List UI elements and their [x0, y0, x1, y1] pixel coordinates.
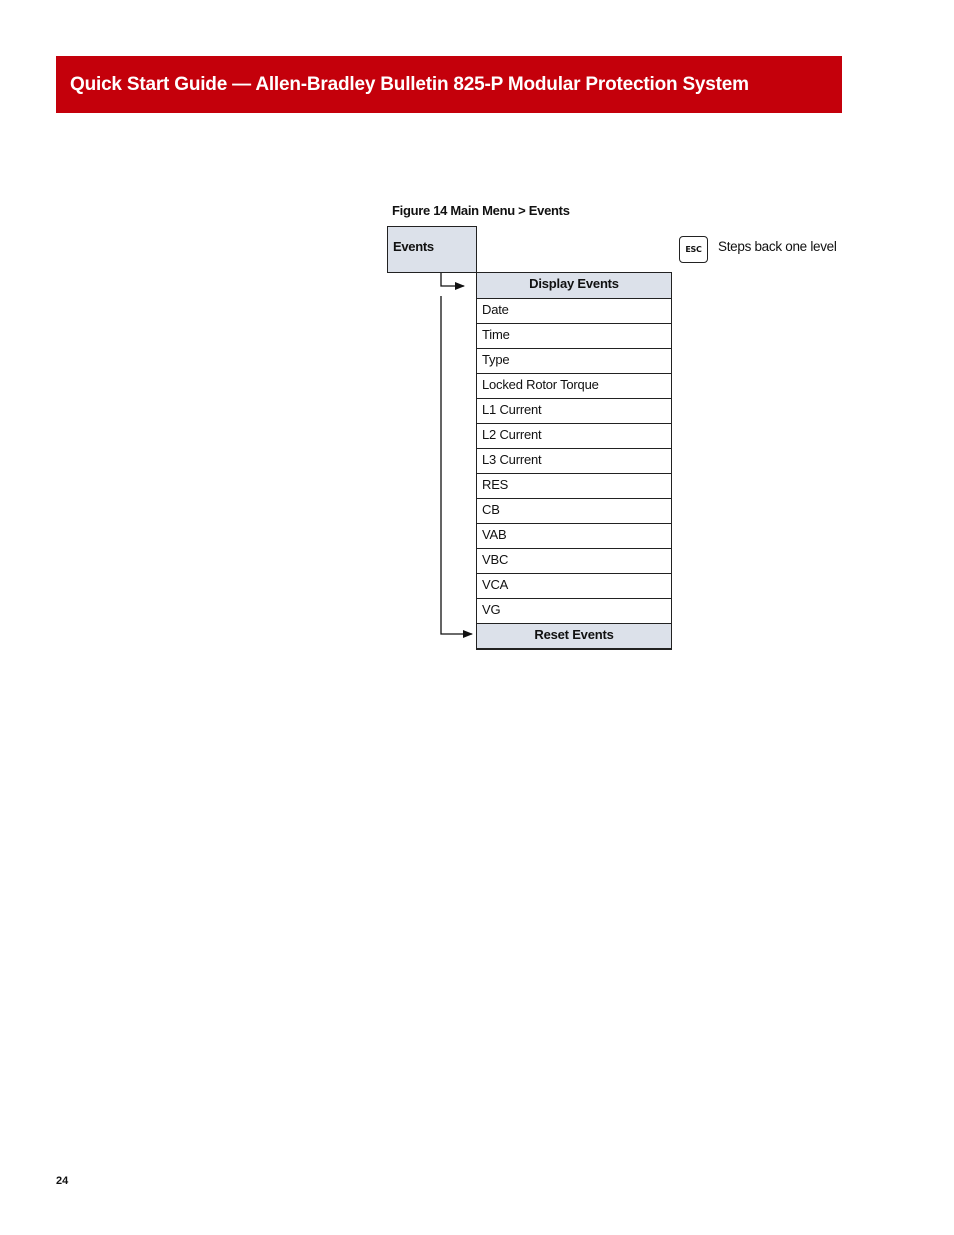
menu-item-type: Type [477, 348, 671, 373]
menu-item-cb: CB [477, 498, 671, 523]
menu-item-date: Date [477, 298, 671, 323]
esc-key-description: Steps back one level [718, 239, 837, 254]
figure-caption: Figure 14 Main Menu > Events [392, 203, 570, 218]
menu-item-locked-rotor-torque: Locked Rotor Torque [477, 373, 671, 398]
events-submenu [476, 272, 672, 650]
events-node-label: Events [393, 239, 434, 254]
display-events-heading: Display Events [477, 273, 671, 298]
arrow-to-reset-events [441, 296, 472, 634]
menu-item-vbc: VBC [477, 548, 671, 573]
menu-item-vg: VG [477, 598, 671, 623]
page-number: 24 [56, 1175, 69, 1187]
esc-key-icon [679, 236, 708, 263]
menu-item-vca: VCA [477, 573, 671, 598]
arrow-to-display-events [441, 273, 464, 286]
menu-item-vab: VAB [477, 523, 671, 548]
esc-key-label: ESC [685, 245, 702, 254]
reset-events-heading: Reset Events [477, 623, 671, 648]
menu-item-l3-current: L3 Current [477, 448, 671, 473]
menu-item-res: RES [477, 473, 671, 498]
menu-item-time: Time [477, 323, 671, 348]
menu-item-l1-current: L1 Current [477, 398, 671, 423]
page-title: Quick Start Guide — Allen-Bradley Bulletin 825-P Modular Protection System [70, 73, 749, 95]
menu-item-l2-current: L2 Current [477, 423, 671, 448]
